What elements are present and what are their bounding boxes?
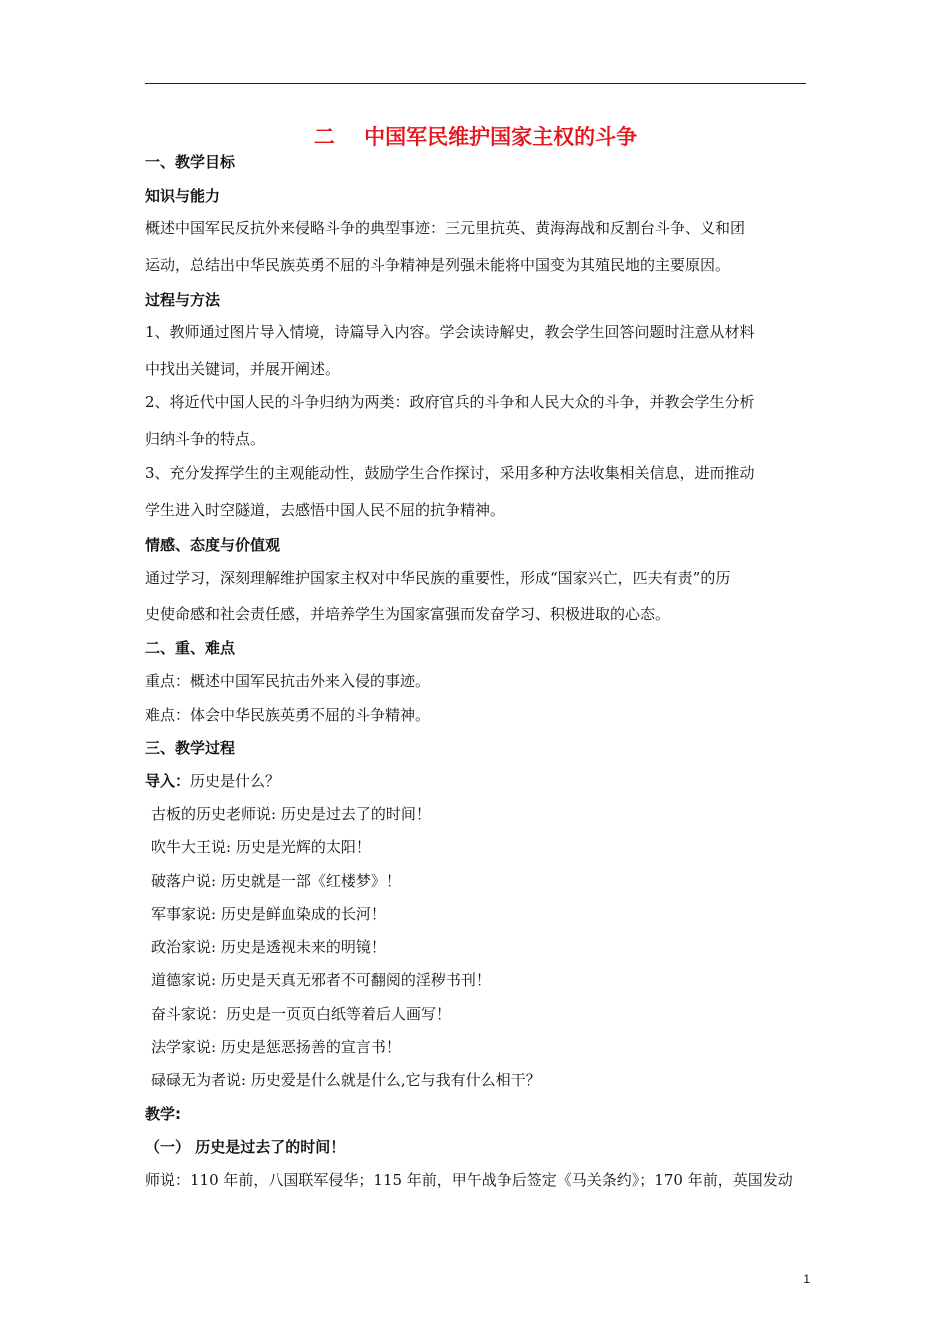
intro-question: 历史是什么？: [190, 772, 281, 790]
page-title: 二 中国军民维护国家主权的斗争: [313, 125, 638, 149]
paragraph-line: 运动，总结出中华民族英勇不屈的斗争精神是列强未能将中国变为其殖民地的主要原因。: [145, 256, 731, 274]
section-heading: 一、教学目标: [145, 153, 236, 171]
section-heading: 二、重、难点: [145, 639, 236, 657]
paragraph-line: 概述中国军民反抗外来侵略斗争的典型事迹：三元里抗英、黄海海战和反割台斗争、义和团: [145, 219, 746, 237]
subheading: 知识与能力: [145, 187, 221, 205]
paragraph-line: 通过学习，深刻理解维护国家主权对中华民族的重要性，形成“国家兴亡，匹夫有责”的历: [145, 569, 731, 587]
paragraph-line: 2、将近代中国人民的斗争归纳为两类：政府官兵的斗争和人民大众的斗争，并教会学生分析: [145, 393, 755, 411]
subheading: 过程与方法: [145, 291, 221, 309]
paragraph-line: 归纳斗争的特点。: [145, 430, 266, 448]
paragraph-line: 史使命感和社会责任感，并培养学生为国家富强而发奋学习、积极进取的心态。: [145, 605, 671, 623]
paragraph-line: 重点：概述中国军民抗击外来入侵的事迹。: [145, 672, 431, 690]
paragraph-line: 师说：110 年前，八国联军侵华；115 年前，甲午战争后签定《马关条约》；170 年前，英国发动: [145, 1171, 793, 1189]
paragraph-line: 学生进入时空隧道，去感悟中国人民不屈的抗争精神。: [145, 501, 506, 519]
paragraph-line: 中找出关键词，并展开阐述。: [145, 360, 341, 378]
section-heading: 三、教学过程: [145, 739, 236, 757]
subheading: 情感、态度与价值观: [145, 536, 281, 554]
header-rule: [145, 83, 806, 84]
quote-line: 政治家说: 历史是透视未来的明镜！: [151, 938, 386, 956]
subheading: （一） 历史是过去了的时间！: [145, 1138, 346, 1156]
paragraph-line: 1、教师通过图片导入情境，诗篇导入内容。学会读诗解史，教会学生回答问题时注意从材料: [145, 323, 755, 341]
quote-line: 吹牛大王说: 历史是光辉的太阳！: [151, 838, 371, 856]
quote-line: 古板的历史老师说: 历史是过去了的时间！: [151, 805, 431, 823]
paragraph-line: 3、充分发挥学生的主观能动性，鼓励学生合作探讨，采用多种方法收集相关信息，进而推动: [145, 464, 755, 482]
section-heading: 教学:: [145, 1105, 181, 1123]
paragraph-line: 难点：体会中华民族英勇不屈的斗争精神。: [145, 706, 431, 724]
page-number: 1: [803, 1272, 810, 1286]
quote-line: 碌碌无为者说: 历史爱是什么就是什么,它与我有什么相干？: [151, 1071, 541, 1089]
quote-line: 法学家说: 历史是惩恶扬善的宣言书！: [151, 1038, 401, 1056]
quote-line: 军事家说: 历史是鲜血染成的长河！: [151, 905, 386, 923]
quote-line: 破落户说: 历史就是一部《红楼梦》！: [151, 872, 401, 890]
quote-line: 奋斗家说：历史是一页页白纸等着后人画写！: [151, 1005, 452, 1023]
quote-line: 道德家说: 历史是天真无邪者不可翻阅的淫秽书刊！: [151, 971, 491, 989]
intro-line: [145, 771, 815, 791]
intro-label: 导入：: [145, 772, 191, 790]
